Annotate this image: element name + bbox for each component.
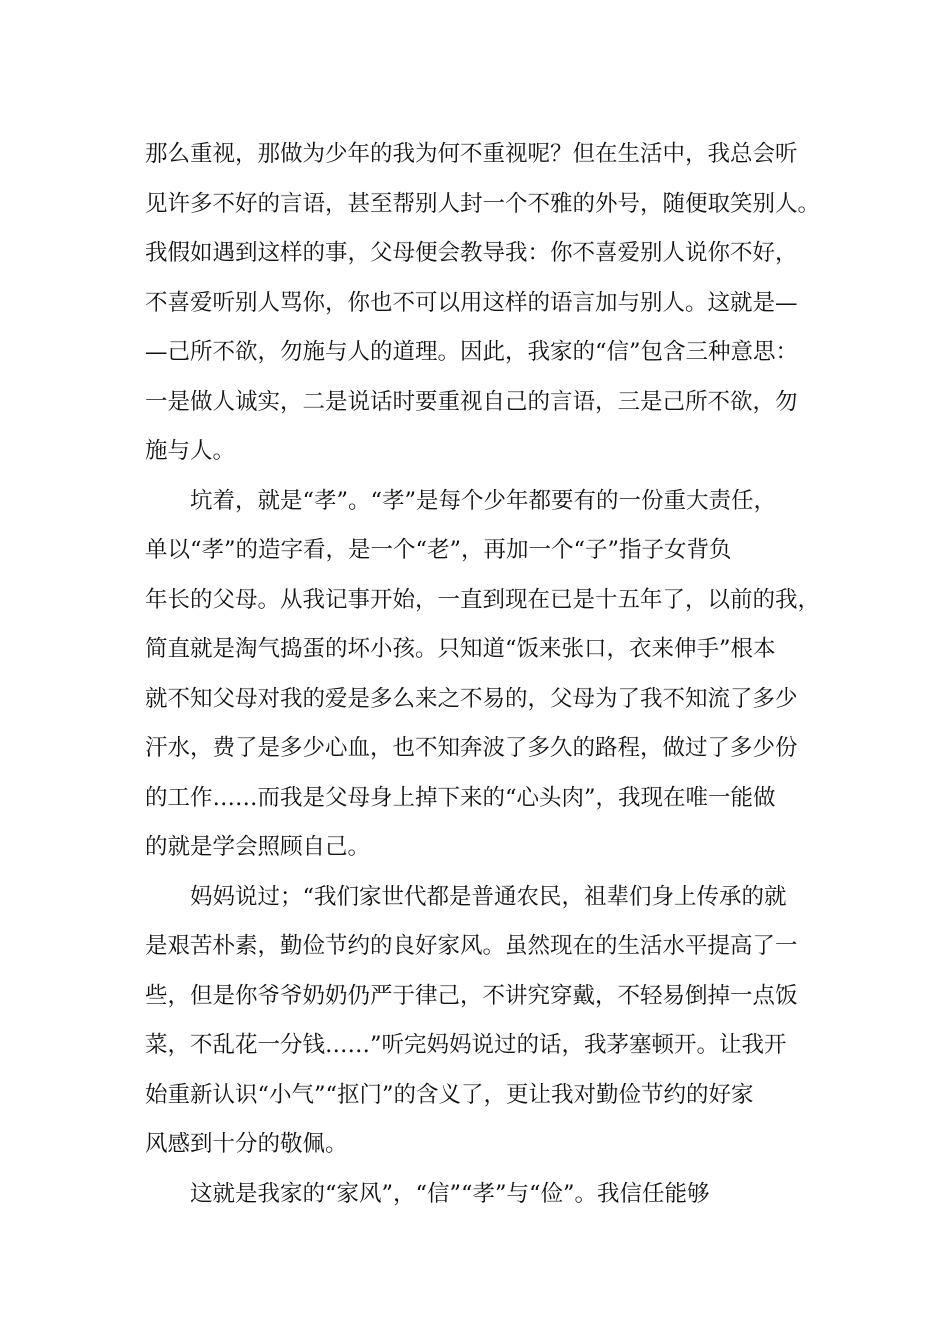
- text-line: —己所不欲，勿施与人的道理。因此，我家的“信”包含三种意思：: [145, 339, 799, 365]
- text-line: 简直就是淘气捣蛋的坏小孩。只知道“饭来张口，衣来伸手”根本: [145, 636, 776, 662]
- paragraph-start-line: 这就是我家的“家风”，“信”“孝”与“俭”。我信任能够: [190, 1180, 710, 1207]
- text-line: 见许多不好的言语，甚至帮别人封一个不雅的外号，随便取笑别人。: [145, 190, 821, 217]
- text-line: 是艰苦朴素，勤俭节约的良好家风。虽然现在的生活水平提高了一: [145, 933, 798, 959]
- text-line: 始重新认识“小气”“抠门”的含义了，更让我对勤俭节约的好家: [145, 1081, 754, 1108]
- paragraph-start-line: 妈妈说过；“我们家世代都是普通农民，祖辈们身上传承的就: [190, 883, 787, 910]
- text-line: 单以“孝”的造字看，是一个“老”，再加一个“子”指子女背负: [145, 537, 732, 563]
- text-line: 就不知父母对我的爱是多么来之不易的，父母为了我不知流了多少: [145, 685, 798, 712]
- text-line: 风感到十分的敬佩。: [145, 1131, 348, 1157]
- text-line: 菜，不乱花一分钱……”听完妈妈说过的话，我茅塞顿开。让我开: [145, 1032, 787, 1058]
- text-line: 汗水，费了是多少心血，也不知奔波了多久的路程，做过了多少份: [145, 735, 798, 761]
- text-line: 不喜爱听别人骂你，你也不可以用这样的语言加与别人。这就是—: [145, 289, 798, 316]
- text-line: 年长的父母。从我记事开始，一直到现在已是十五年了，以前的我，: [145, 586, 821, 613]
- text-line: 的工作……而我是父母身上掉下来的“心头肉”，我现在唯一能做: [145, 784, 776, 811]
- paragraph-start-line: 坑着，就是“孝”。“孝”是每个少年都要有的一份重大责任，: [190, 487, 777, 514]
- text-line: 那么重视，那做为少年的我为何不重视呢？但在生活中，我总会听: [145, 141, 798, 167]
- text-line: 我假如遇到这样的事，父母便会教导我：你不喜爱别人说你不好，: [145, 240, 798, 266]
- text-line: 的就是学会照顾自己。: [145, 834, 371, 860]
- text-line: 些，但是你爷爷奶奶仍严于律己，不讲究穿戴，不轻易倒掉一点饭: [145, 982, 798, 1009]
- body-text: [145, 130, 825, 1219]
- text-line: 一是做人诚实，二是说话时要重视自己的言语，三是己所不欲，勿: [145, 388, 798, 415]
- text-line: 施与人。: [145, 438, 236, 464]
